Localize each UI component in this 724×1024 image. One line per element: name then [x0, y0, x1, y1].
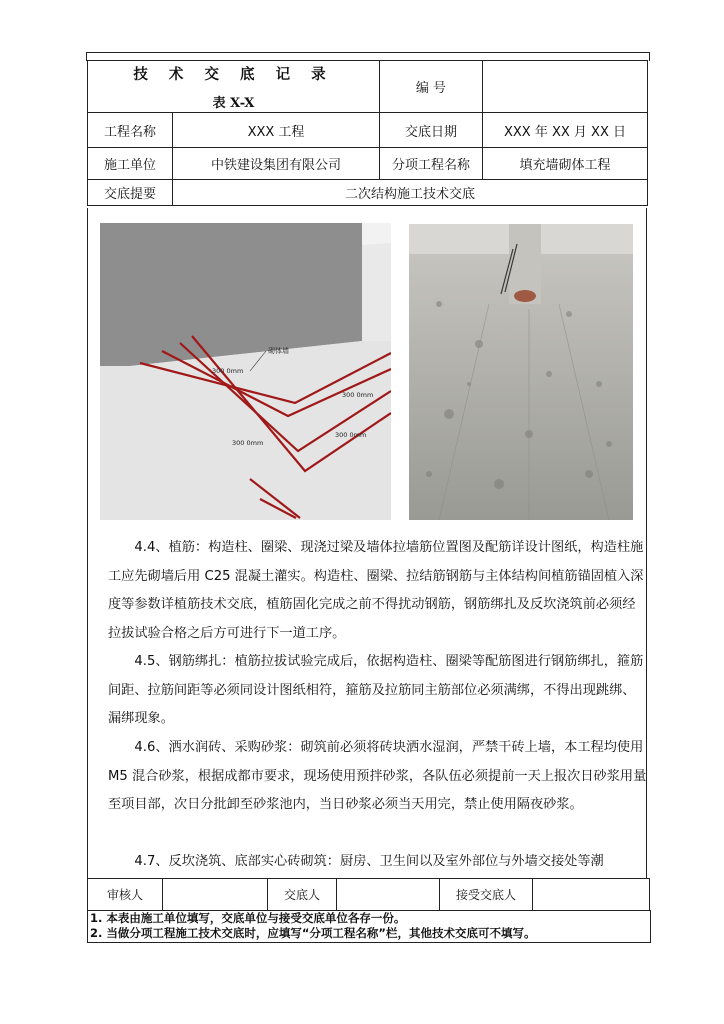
- dim-label-4: 300 0mm: [335, 431, 367, 439]
- unit-value: 中铁建设集团有限公司: [173, 148, 380, 180]
- paragraph-4-7: 4.7、反坎浇筑、底部实心砖砌筑：厨房、卫生间以及室外部位与外墙交接处等潮: [134, 854, 604, 869]
- reviewer-value: [163, 879, 268, 911]
- subproject-value: 填充墙砌体工程: [483, 148, 648, 180]
- rebar-layout-diagram: [100, 223, 391, 520]
- wall-block: [100, 223, 362, 366]
- receiver-label: 接受交底人: [440, 879, 533, 911]
- paragraph-4-5: 4.5、钢筋绑扎：植筋拉拔试验完成后，依据构造柱、圈梁等配筋图进行钢筋绑扎，箍筋间距、拉筋间距等必须同设计图纸相符，箍筋及拉筋同主筋部位必须满绑，不得出现跳绑、漏绑现象。: [108, 654, 644, 726]
- unit-label: 施工单位: [88, 148, 173, 180]
- dim-label-3: 300 0mm: [232, 439, 264, 447]
- footnote-1: 1. 本表由施工单位填写，交底单位与接受交底单位各存一份。: [90, 911, 406, 925]
- discloser-label: 交底人: [268, 879, 337, 911]
- date-label: 交底日期: [380, 113, 483, 148]
- wall-label: 砌体墙: [268, 347, 289, 355]
- date-value: XXX 年 XX 月 XX 日: [483, 113, 648, 148]
- signature-table: [87, 878, 650, 911]
- content-area: [87, 208, 647, 878]
- reviewer-label: 审核人: [88, 879, 163, 911]
- diagram-svg: [100, 223, 391, 520]
- site-photo: [409, 224, 633, 520]
- photo-svg: [409, 224, 633, 520]
- subproject-label: 分项工程名称: [380, 148, 483, 180]
- table-number: 表 X-X: [212, 95, 255, 111]
- summary-value: 二次结构施工技术交底: [173, 180, 648, 206]
- receiver-value: [533, 879, 650, 911]
- number-value: [483, 61, 648, 113]
- header-table: [87, 60, 648, 206]
- footnotes: [87, 910, 651, 943]
- dim-label-2: 300 0mm: [342, 391, 374, 399]
- discloser-value: [337, 879, 440, 911]
- footnote-2: 2. 当做分项工程施工技术交底时，应填写“分项工程名称”栏，其他技术交底可不填写。: [90, 926, 536, 940]
- project-name-label: 工程名称: [88, 113, 173, 148]
- project-name: XXX 工程: [173, 113, 380, 148]
- dim-label-1: 300 0mm: [212, 367, 244, 375]
- page-title: 技 术 交 底 记 录: [133, 65, 334, 83]
- paragraph-4-4: 4.4、植筋：构造柱、圈梁、现浇过梁及墙体拉墙筋位置图及配筋详设计图纸，构造柱施工应先砌墙后用 C25 混凝土灌实。构造柱、圈梁、拉结筋钢筋与主体结构间植筋锚固植入深度等参数详植筋技术交底，植筋固化完成之前不得扰动钢筋，钢筋绑扎及反坎浇筑前必须经拉拔试验合格之后方可进行下一道工序。: [108, 540, 644, 641]
- number-label: 编 号: [380, 61, 483, 113]
- paragraph-4-6: 4.6、洒水润砖、采购砂浆：砌筑前必须将砖块洒水湿润，严禁干砖上墙，本工程均使用 M5 混合砂浆，根据成都市要求，现场使用预拌砂浆，各队伍必须提前一天上报次日砂浆用量至项目部，次日分批卸至砂浆池内，当日砂浆必须当天用完，禁止使用隔夜砂浆。: [108, 740, 647, 812]
- summary-label: 交底提要: [88, 180, 173, 206]
- title-cell: [88, 61, 380, 113]
